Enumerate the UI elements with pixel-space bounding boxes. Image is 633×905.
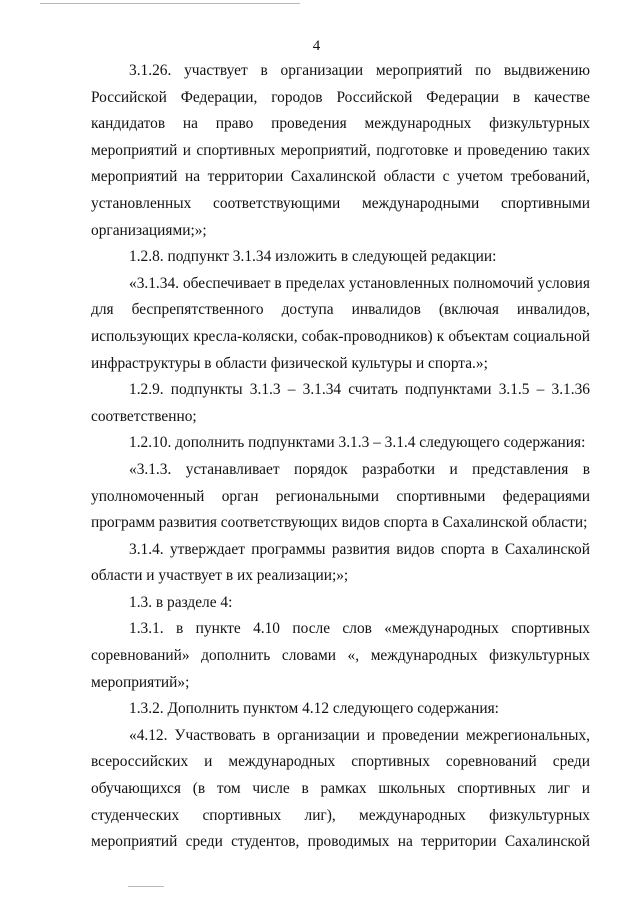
paragraph-3-1-26: 3.1.26. участвует в организации мероприятий по выдвижению Российской Федерации, городов Российской Федерации в качестве кандидатов на право проведения международных физкультурных мероприятий и спортивных мероприятий, подготовке и проведению таких мероприятий на территории Сахалинской области с учетом требований, установленных соответствующими международными спортивными организациями;»;	[91, 62, 590, 239]
paragraph-4-12: «4.12. Участвовать в организации и проведении межрегиональных, всероссийских и международных спортивных соревнований среди обучающихся (в том числе в рамках школьных спортивных лиг и студенческих спортивных лиг), международных физкультурных мероприятий среди студентов, проводимых на территории Сахалинской	[91, 726, 590, 851]
paragraph-3-1-4: 3.1.4. утверждает программы развития видов спорта в Сахалинской области и участвует в их реализации;»;	[91, 540, 590, 585]
paragraph-1-2-8: 1.2.8. подпункт 3.1.34 изложить в следующей редакции:	[129, 248, 497, 266]
paragraph-1-3-2: 1.3.2. Дополнить пунктом 4.12 следующего содержания:	[129, 700, 499, 718]
paragraph-1-3: 1.3. в разделе 4:	[129, 593, 233, 611]
page-number: 4	[312, 38, 321, 54]
scan-artifact-top	[40, 3, 300, 4]
paragraph-3-1-34: «3.1.34. обеспечивает в пределах установленных полномочий условия для беспрепятственного доступа инвалидов (включая инвалидов, использующих кресла-коляски, собак-проводников) к объектам социальной инфраструктуры в области физической культуры и спорта.»;	[91, 274, 590, 372]
paragraph-3-1-3: «3.1.3. устанавливает порядок разработки и представления в уполномоченный орган региональными спортивными федерациями программ развития соответствующих видов спорта в Сахалинской области;	[91, 460, 590, 532]
paragraph-1-2-10: 1.2.10. дополнить подпунктами 3.1.3 – 3.1.4 следующего содержания:	[129, 434, 586, 452]
paragraph-1-2-9: 1.2.9. подпункты 3.1.3 – 3.1.34 считать подпунктами 3.1.5 – 3.1.36 соответственно;	[91, 381, 590, 425]
scan-artifact-bottom	[128, 886, 164, 887]
paragraph-1-3-1: 1.3.1. в пункте 4.10 после слов «международных спортивных соревнований» дополнить словами «, международных физкультурных мероприятий»;	[91, 620, 590, 691]
document-body	[91, 58, 590, 856]
